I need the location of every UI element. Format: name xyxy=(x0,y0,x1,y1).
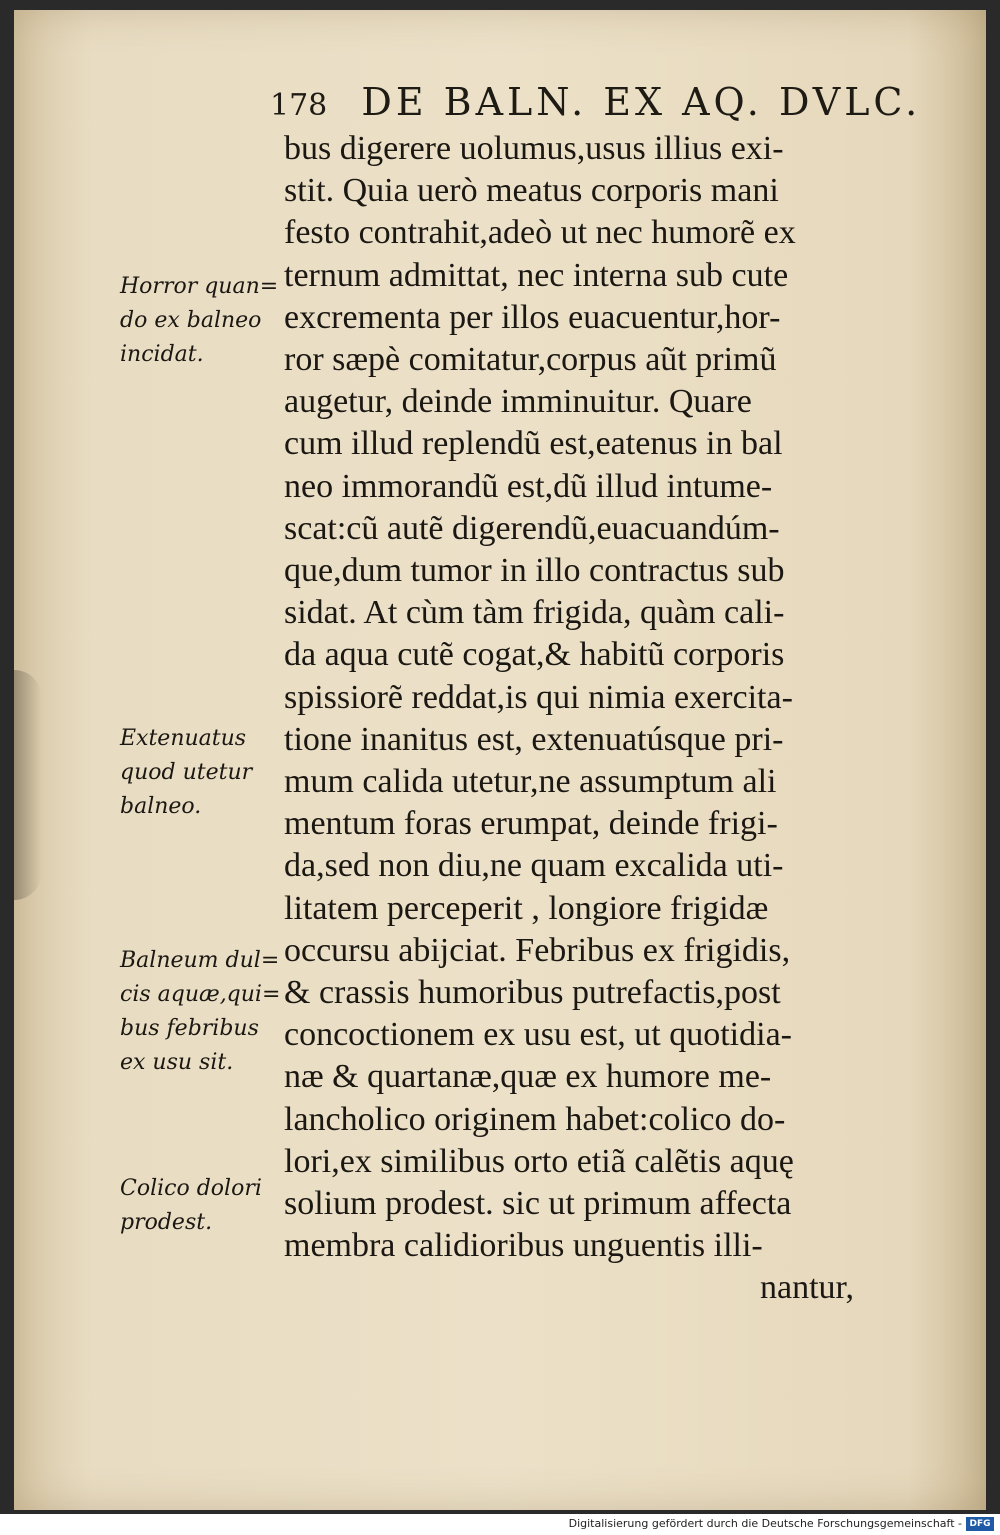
marginal-note-balneum xyxy=(120,944,290,1080)
running-head xyxy=(270,80,921,124)
text-line: ror sæpè comitatur,corpus aũt primũ xyxy=(284,341,777,379)
marginal-line: incidat. xyxy=(120,342,204,367)
text-line: næ & quartanæ,quæ ex humore me- xyxy=(284,1058,772,1096)
marginal-note-colico xyxy=(120,1172,290,1240)
marginal-note-horror xyxy=(120,270,290,372)
text-line: sidat. At cùm tàm frigida, quàm cali- xyxy=(284,594,785,632)
text-line: da,sed non diu,ne quam excalida uti- xyxy=(284,847,784,885)
text-line: membra calidioribus unguentis illi- xyxy=(284,1227,763,1265)
marginal-line: Balneum dul= xyxy=(120,948,280,973)
text-line: que,dum tumor in illo contractus sub xyxy=(284,552,785,590)
text-line: festo contrahit,adeò ut nec humorẽ ex xyxy=(284,214,796,252)
marginal-line: cis aquæ,qui= xyxy=(120,982,281,1007)
marginal-note-extenuatus xyxy=(120,722,290,824)
catchword: nantur, xyxy=(760,1269,854,1307)
text-line: spissiorẽ reddat,is qui nimia exercita- xyxy=(284,678,793,716)
marginal-line: bus febribus xyxy=(120,1016,259,1041)
text-line: cum illud replendũ est,eatenus in bal xyxy=(284,425,783,463)
page-number: 178 xyxy=(270,88,328,123)
text-line: mentum foras erumpat, deinde frigi- xyxy=(284,805,778,843)
text-line: occursu abijciat. Febribus ex frigidis, xyxy=(284,931,791,969)
page-edge-shadow xyxy=(14,670,42,900)
text-line: da aqua cutẽ cogat,& habitũ corporis xyxy=(284,636,785,674)
text-line: ternum admittat, nec interna sub cute xyxy=(284,256,789,294)
marginal-line: do ex balneo xyxy=(120,308,262,333)
marginal-line: balneo. xyxy=(120,794,202,819)
text-line: litatem perceperit , longiore frigidæ xyxy=(284,889,769,927)
text-line: & crassis humoribus putrefactis,post xyxy=(284,974,781,1012)
text-line: lancholico originem habet:colico do- xyxy=(284,1100,786,1138)
text-line: solium prodest. sic ut primum affecta xyxy=(284,1185,792,1223)
running-title: DE BALN. EX AQ. DVLC. xyxy=(361,80,922,124)
text-line: tione inanitus est, extenuatúsque pri- xyxy=(284,720,784,758)
marginal-line: ex usu sit. xyxy=(120,1050,234,1075)
text-line: augetur, deinde imminuitur. Quare xyxy=(284,383,752,421)
text-line: lori,ex similibus orto etiã calẽtis aquę xyxy=(284,1142,794,1180)
footer-credit: Digitalisierung gefördert durch die Deutsche Forschungsgemeinschaft - xyxy=(568,1517,962,1530)
text-line: bus digerere uolumus,usus illius exi- xyxy=(284,130,784,167)
marginal-line: prodest. xyxy=(120,1210,213,1235)
marginal-line: quod utetur xyxy=(120,760,253,785)
digitization-footer xyxy=(0,1514,1000,1535)
text-line: stit. Quia uerò meatus corporis mani xyxy=(284,172,779,210)
dfg-logo-icon: DFG xyxy=(966,1517,994,1531)
text-line: neo immorandũ est,dũ illud intume- xyxy=(284,467,773,505)
text-line: excrementa per illos euacuentur,hor- xyxy=(284,298,781,336)
body-text xyxy=(284,128,904,1310)
marginal-line: Extenuatus xyxy=(120,726,247,751)
marginal-line: Colico dolori xyxy=(120,1176,262,1201)
text-line: mum calida utetur,ne assumptum ali xyxy=(284,763,777,801)
text-line: concoctionem ex usu est, ut quotidia- xyxy=(284,1016,792,1054)
marginal-line: Horror quan= xyxy=(120,274,279,299)
text-line: scat:cũ autẽ digerendũ,euacuandúm- xyxy=(284,509,780,547)
